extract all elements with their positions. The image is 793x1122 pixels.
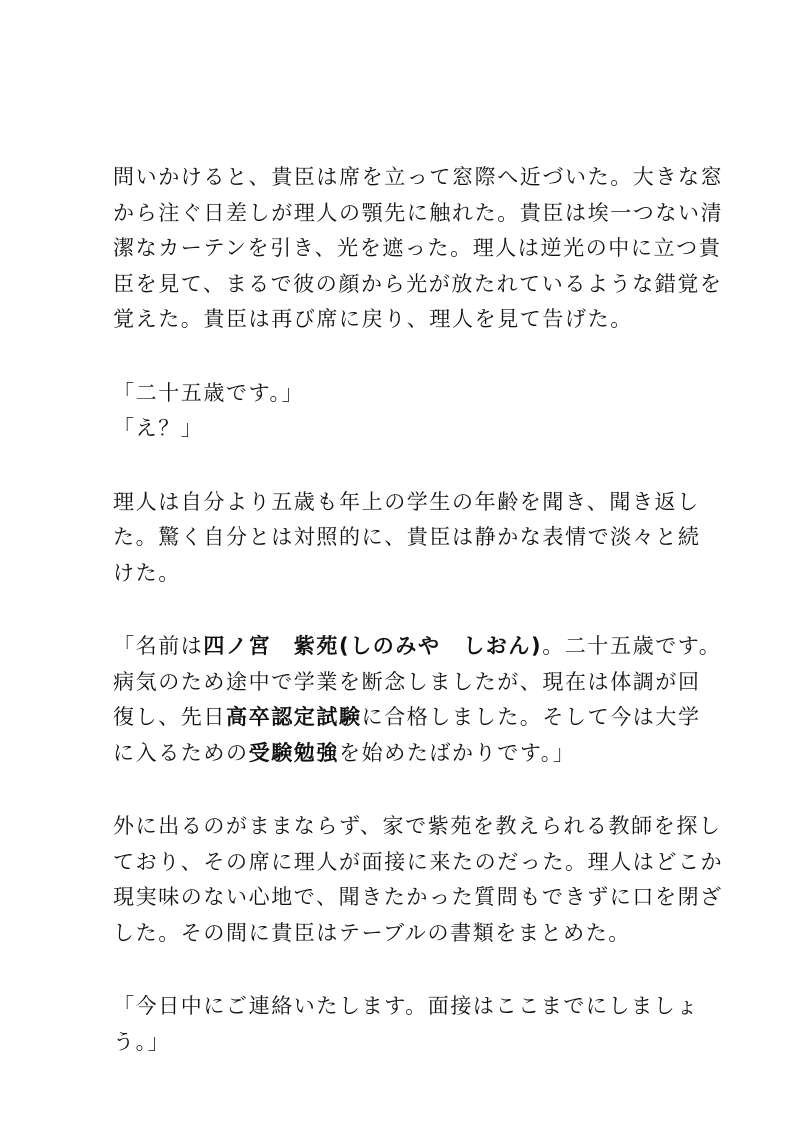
text-line: 現実味のない心地で、聞きたかった質問もできずに口を閉ざ xyxy=(113,885,723,909)
text-run: 。二十五歳です。 xyxy=(542,634,722,658)
bold-term: 高卒認定試験 xyxy=(226,705,362,729)
text-line: 問いかけると、貴臣は席を立って窓際へ近づいた。大きな窓 xyxy=(113,165,724,189)
dialogue-block-3 xyxy=(113,989,699,1060)
paragraph-1 xyxy=(113,160,724,338)
paragraph-gap xyxy=(113,771,688,809)
text-line: 覚えた。貴臣は再び席に戻り、理人を見て告げた。 xyxy=(113,307,633,331)
paragraph-gap xyxy=(113,447,688,485)
bold-term: 受験勉強 xyxy=(248,740,340,765)
dialogue-line xyxy=(113,736,688,772)
dialogue-block-2 xyxy=(113,629,722,771)
text-line: した。その間に貴臣はテーブルの書類をまとめた。 xyxy=(113,920,631,945)
dialogue-line: 「え？」 xyxy=(113,416,204,440)
text-line: 臣を見て、まるで彼の顔から光が放たれているような錯覚を xyxy=(113,271,723,296)
document-body xyxy=(113,160,724,1060)
text-line: けた。 xyxy=(113,560,181,585)
text-run: 復し、先日 xyxy=(113,705,226,729)
text-line: た。驚く自分とは対照的に、貴臣は静かな表情で淡々と続 xyxy=(113,525,701,549)
text-line: ており、その席に理人が面接に来たのだった。理人はどこか xyxy=(113,849,724,874)
text-run: を始めたばかりです。」 xyxy=(339,740,576,765)
paragraph-gap xyxy=(113,591,688,629)
text-run: に入るための xyxy=(113,740,249,765)
dialogue-line: 「今日中にご連絡いたします。面接はここまでにしましょ xyxy=(113,994,699,1018)
dialogue-block-1 xyxy=(113,376,688,447)
paragraph-3 xyxy=(113,809,724,951)
paragraph-gap xyxy=(113,951,688,989)
text-line: 理人は自分より五歳も年上の学生の年齢を聞き、聞き返し xyxy=(113,489,700,514)
paragraph-gap xyxy=(113,338,688,376)
dialogue-line: う。」 xyxy=(113,1029,171,1054)
text-run: 「名前は xyxy=(113,634,204,658)
text-line: 潔なカーテンを引き、光を遮った。理人は逆光の中に立つ貴 xyxy=(113,236,722,260)
dialogue-line xyxy=(113,629,722,665)
bold-name: 四ノ宮 紫苑(しのみや しおん) xyxy=(203,634,543,658)
dialogue-line: 「二十五歳です。」 xyxy=(113,380,305,405)
dialogue-line xyxy=(113,700,701,736)
paragraph-2 xyxy=(113,485,701,592)
dialogue-line: 病気のため途中で学業を断念しましたが、現在は体調が回 xyxy=(113,669,701,694)
text-line: 外に出るのがままならず、家で紫苑を教えられる教師を探し xyxy=(113,814,722,838)
text-line: から注ぐ日差しが理人の顎先に触れた。貴臣は埃一つない清 xyxy=(113,200,724,225)
text-run: に合格しました。そして今は大学 xyxy=(361,705,701,729)
